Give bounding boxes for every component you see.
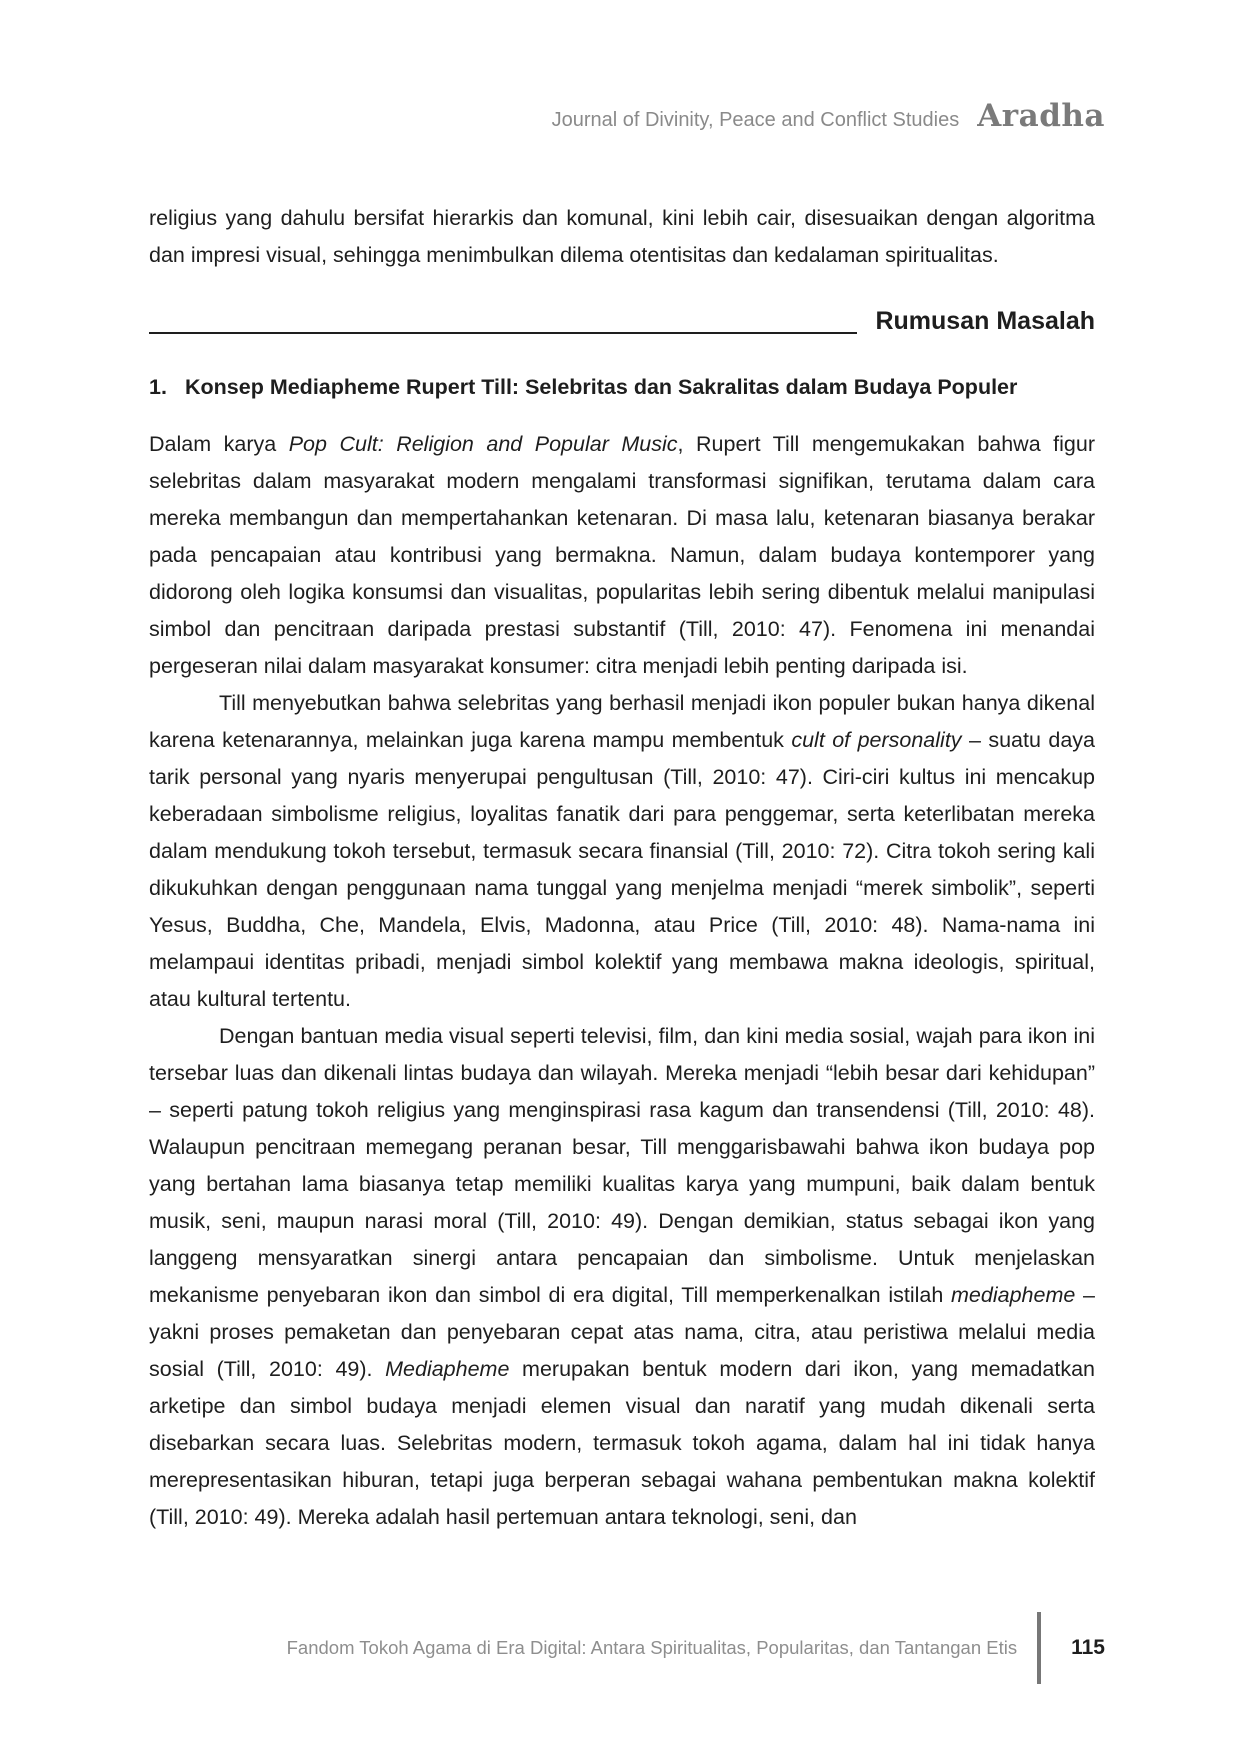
term-italic: cult of personality xyxy=(791,728,962,752)
page-body xyxy=(149,200,1095,1536)
subsection-number: 1. xyxy=(149,375,167,399)
section-heading xyxy=(149,300,1095,340)
paragraph-2-text-c: – suatu daya tarik personal yang nyaris menyerupai pengultusan (Till, 2010: 47). Ciri-ciri kultus ini mencakup keberadaan simbolisme religius, loyalitas fanatik dari para penggemar, serta keterlibatan mereka dalam mendukung tokoh tersebut, termasuk secara finansial (Till, 2010: 72). Citra tokoh sering kali dikukuhkan dengan penggunaan nama tunggal yang menjelma menjadi “merek simbolik”, seperti Yesus, Buddha, Che, Mandela, Elvis, Madonna, atau Price (Till, 2010: 48). Nama-nama ini melampaui identitas pribadi, menjadi simbol kolektif yang membawa makna ideologis, spiritual, atau kultural tertentu. xyxy=(149,728,1095,1011)
paragraph-2-text-a: Till menyebutkan bahwa selebritas yang berhasil menjadi ikon populer bukan hanya dikenal karena ketenarannya, melainkan juga karena mampu membentuk xyxy=(149,691,1095,752)
running-footer xyxy=(287,1612,1105,1684)
paragraph-1 xyxy=(149,426,1095,685)
paragraph-3-text-e: merupakan bentuk modern dari ikon, yang memadatkan arketipe dan simbol budaya menjadi elemen visual dan naratif yang mudah dikenali serta disebarkan secara luas. Selebritas modern, termasuk tokoh agama, dalam hal ini tidak hanya merepresentasikan hiburan, tetapi juga berperan sebagai wahana pembentukan makna kolektif (Till, 2010: 49). Mereka adalah hasil pertemuan antara teknologi, seni, dan xyxy=(149,1357,1095,1529)
page-number: 115 xyxy=(1071,1636,1105,1659)
footer-book-title: Fandom Tokoh Agama di Era Digital: Antara Spiritualitas, Popularitas, dan Tantangan Etis xyxy=(286,1637,1018,1658)
paragraph-3-text-a: Dengan bantuan media visual seperti televisi, film, dan kini media sosial, wajah para ikon ini tersebar luas dan dikenali lintas budaya dan wilayah. Mereka menjadi “lebih besar dari kehidupan” – seperti patung tokoh religius yang menginspirasi rasa kagum dan transendensi (Till, 2010: 48). Walaupun pencitraan memegang peranan besar, Till menggarisbawahi bahwa ikon budaya pop yang bertahan lama biasanya tetap memiliki kualitas karya yang mumpuni, baik dalam bentuk musik, seni, maupun narasi moral (Till, 2010: 49). Dengan demikian, status sebagai ikon yang langgeng mensyaratkan sinergi antara pencapaian dan simbolisme. Untuk menjelaskan mekanisme penyebaran ikon dan simbol di era digital, Till memperkenalkan istilah xyxy=(149,1024,1095,1307)
subsection-title: Konsep Mediapheme Rupert Till: Selebritas dan Sakralitas dalam Budaya Populer xyxy=(185,375,1018,399)
paragraph-2 xyxy=(149,685,1095,1018)
paragraph-3-text-c: – yakni proses pemaketan dan penyebaran cepat atas nama, citra, atau peristiwa melalui media sosial (Till, 2010: 49). xyxy=(149,1283,1095,1381)
footer-divider xyxy=(1037,1612,1041,1684)
subsection-heading xyxy=(149,372,1095,402)
term-italic: mediapheme xyxy=(951,1283,1076,1307)
book-title-italic: Pop Cult: Religion and Popular Music xyxy=(288,432,678,456)
term-italic: Mediapheme xyxy=(385,1357,510,1381)
journal-title: Journal of Divinity, Peace and Conflict Studies xyxy=(551,109,960,131)
journal-logo: Aradha xyxy=(977,98,1105,134)
paragraph-1-text-c: , Rupert Till mengemukakan bahwa figur selebritas dalam masyarakat modern mengalami transformasi signifikan, terutama dalam cara mereka membangun dan mempertahankan ketenaran. Di masa lalu, ketenaran biasanya berakar pada pencapaian atau kontribusi yang bermakna. Namun, dalam budaya kontemporer yang didorong oleh logika konsumsi dan visualitas, popularitas lebih sering dibentuk melalui manipulasi simbol dan pencitraan daripada prestasi substantif (Till, 2010: 47). Fenomena ini menandai pergeseran nilai dalam masyarakat konsumer: citra menjadi lebih penting daripada isi. xyxy=(149,432,1095,678)
paragraph-3 xyxy=(149,1018,1095,1536)
section-rule xyxy=(149,332,857,334)
paragraph-1-text-a: Dalam karya xyxy=(149,432,289,456)
running-header xyxy=(552,98,1105,134)
section-title: Rumusan Masalah xyxy=(875,307,1095,335)
intro-paragraph: religius yang dahulu bersifat hierarkis dan komunal, kini lebih cair, disesuaikan dengan algoritma dan impresi visual, sehingga menimbulkan dilema otentisitas dan kedalaman spiritualitas. xyxy=(149,206,1095,267)
